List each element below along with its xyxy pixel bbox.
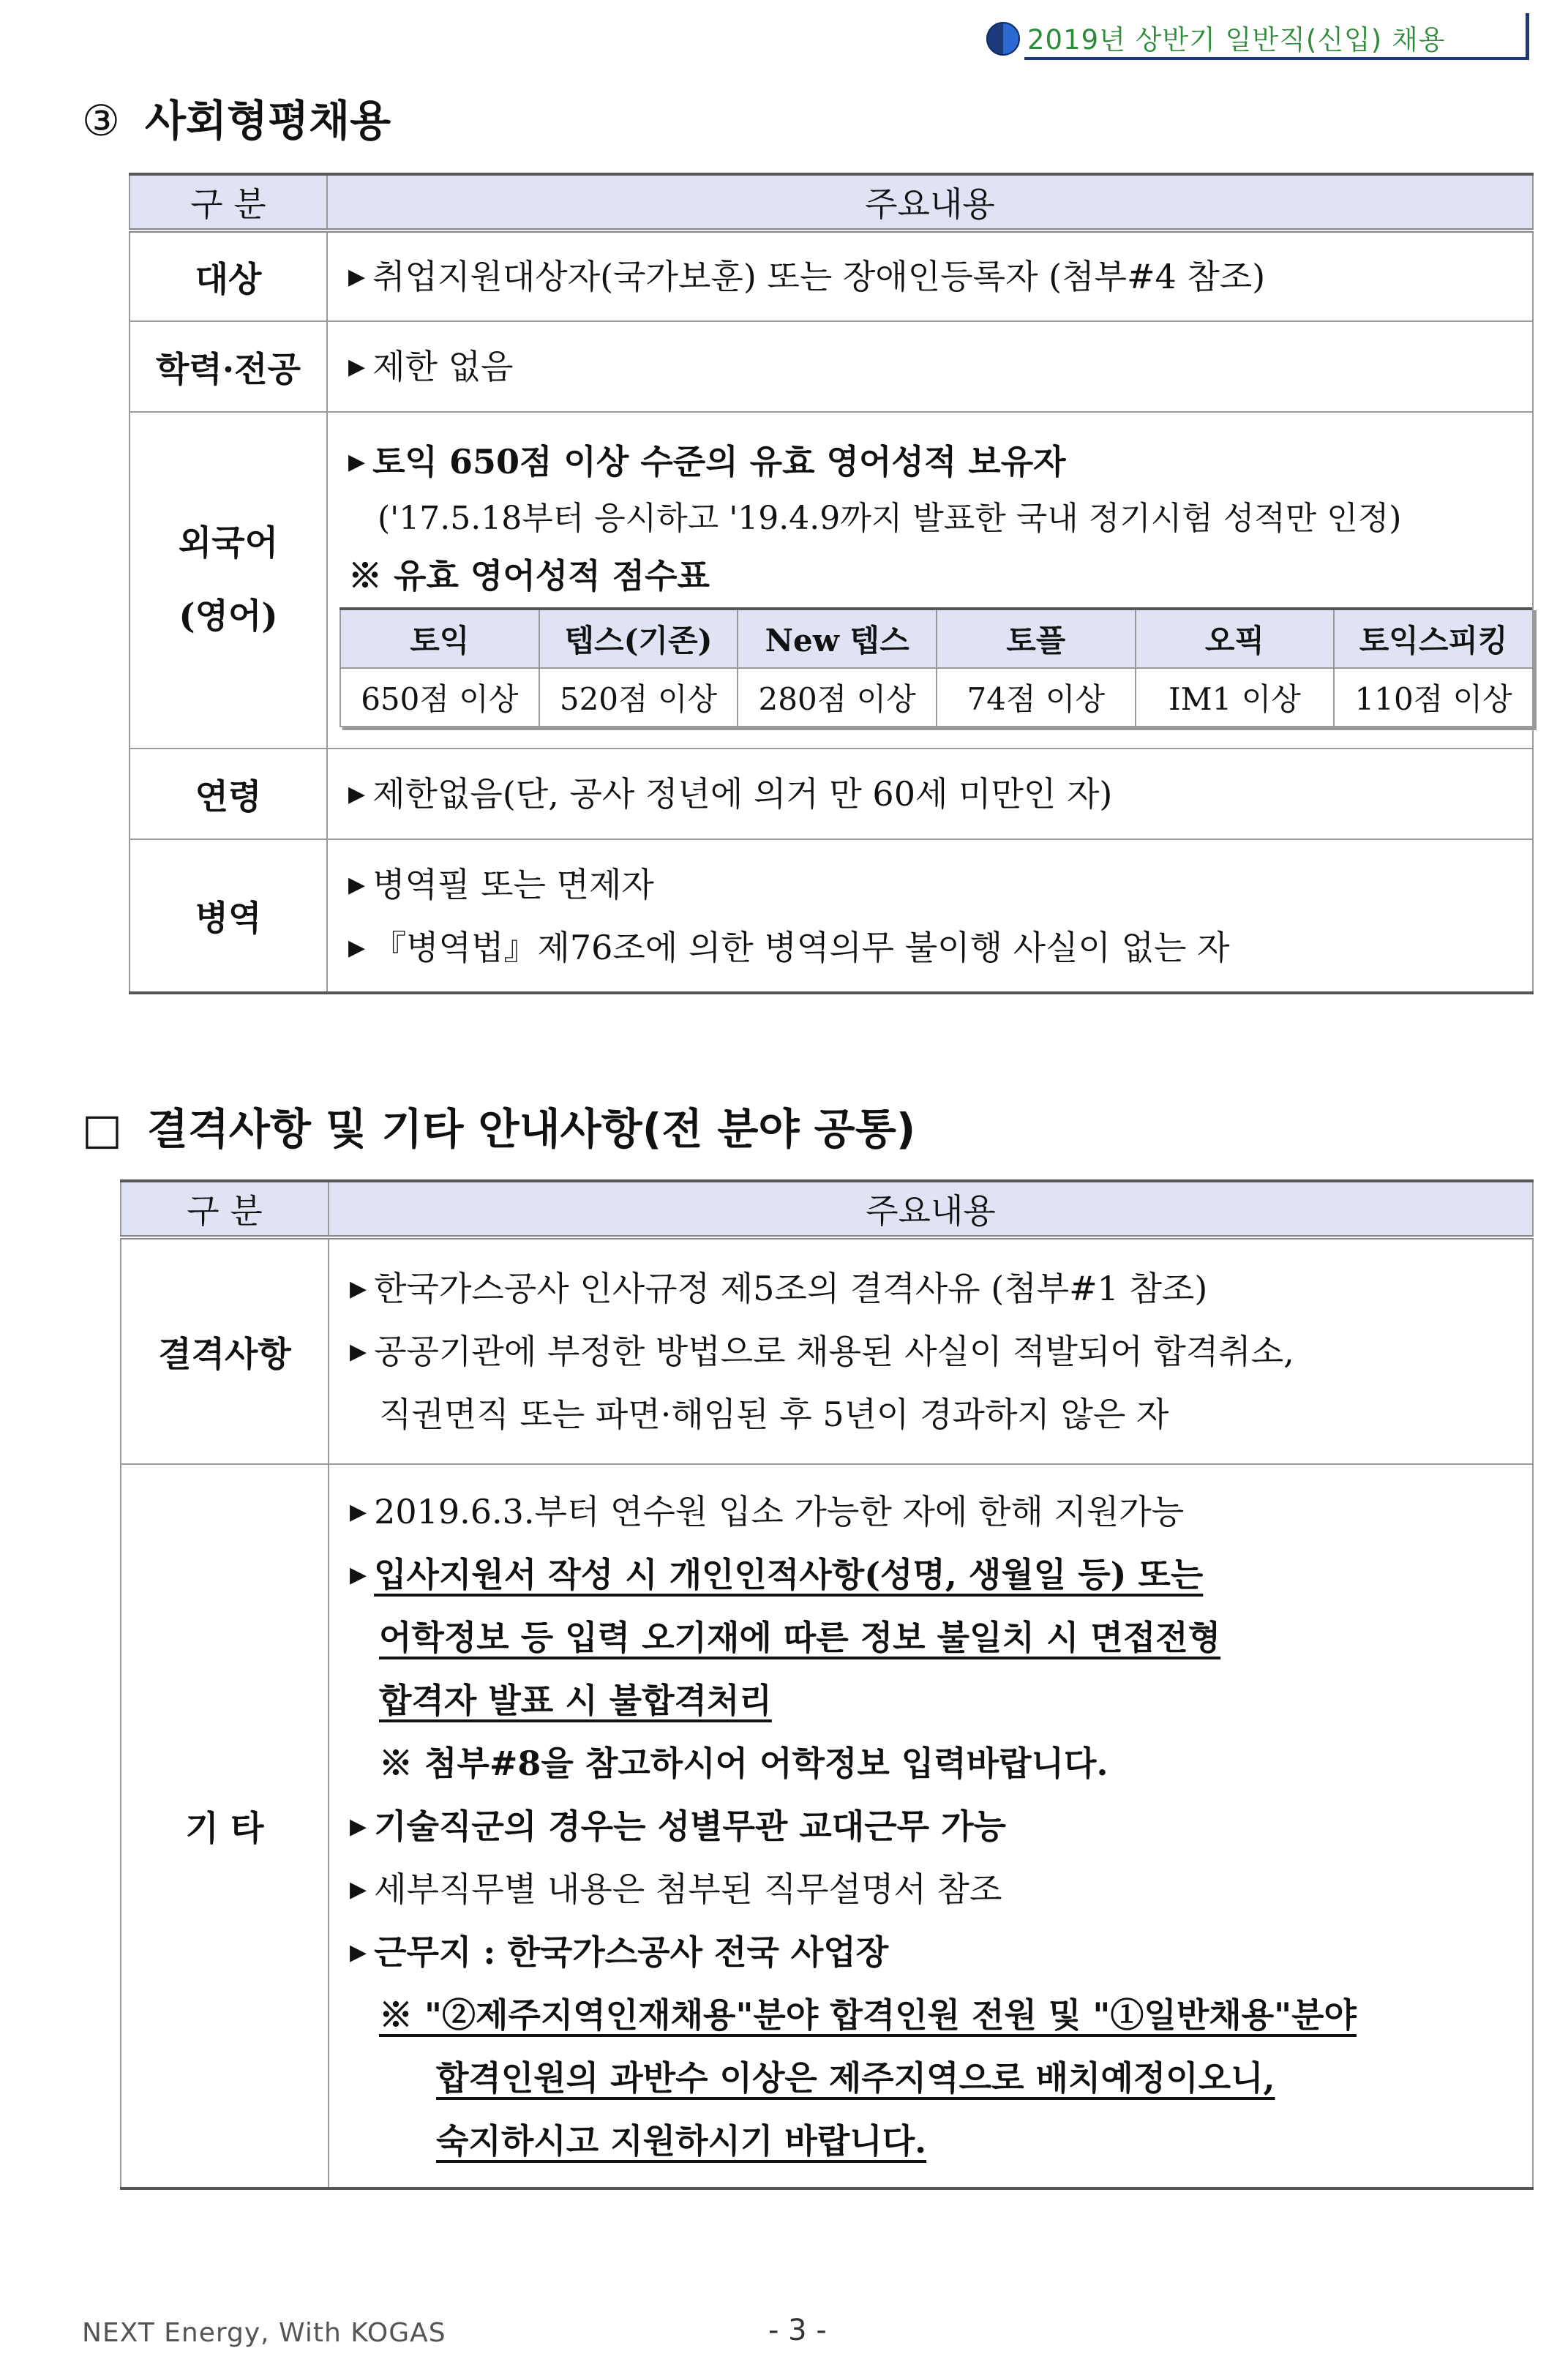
- bullet-triangle-icon: ▶: [350, 1339, 367, 1365]
- score-value: IM1 이상: [1136, 668, 1335, 727]
- section1-title-text: 사회형평채용: [145, 96, 391, 146]
- row-age: [130, 749, 1533, 839]
- list-item: ▶ 세부직무별 내용은 첨부된 직무설명서 참조: [350, 1869, 1002, 1909]
- score-header: 오픽: [1136, 609, 1335, 668]
- list-item: ▶ 2019.6.3.부터 연수원 입소 가능한 자에 한해 지원가능: [350, 1491, 1185, 1531]
- list-item: ▶ 입사지원서 작성 시 개인인적사항(성명, 생월일 등) 또는: [350, 1554, 1204, 1594]
- page-number: - 3 -: [768, 2314, 827, 2347]
- bullet-triangle-icon: ▶: [348, 934, 366, 961]
- bullet-triangle-icon: ▶: [350, 1498, 367, 1525]
- col-header-content: 주요내용: [329, 1181, 1533, 1237]
- row-label-disqualification: 결격사항: [121, 1237, 329, 1464]
- list-item: ▶ 근무지 : 한국가스공사 전국 사업장: [350, 1932, 889, 1972]
- score-value: 110점 이상: [1334, 668, 1533, 727]
- list-item-note: ('17.5.18부터 응시하고 '19.4.9까지 발표한 국내 정기시험 성적만 인정): [378, 500, 1402, 537]
- bullet-triangle-icon: ▶: [348, 449, 366, 475]
- col-header-content: 주요내용: [327, 174, 1533, 230]
- score-value-row: [340, 668, 1533, 727]
- row-education: [130, 321, 1533, 412]
- bullet-triangle-icon: ▶: [350, 1939, 367, 1965]
- score-value: 650점 이상: [340, 668, 539, 727]
- section2-table: [120, 1179, 1534, 2190]
- score-header-row: [340, 609, 1533, 668]
- bullet-triangle-icon: ▶: [348, 871, 366, 898]
- page-header: [986, 13, 1529, 59]
- bullet-triangle-icon: ▶: [350, 1876, 367, 1902]
- row-military: [130, 839, 1533, 993]
- section1-mark: ③: [82, 96, 120, 146]
- row-target: [130, 230, 1533, 321]
- header-underline: [1024, 57, 1528, 60]
- list-item: ▶ 병역필 또는 면제자: [348, 864, 654, 904]
- list-item-continuation: 합격인원의 과반수 이상은 제주지역으로 배치예정이오니,: [436, 2057, 1275, 2098]
- list-item: ▶ 제한없음(단, 공사 정년에 의거 만 60세 미만인 자): [348, 774, 1113, 814]
- score-header: 토익스피킹: [1334, 609, 1533, 668]
- section1-table: [129, 173, 1534, 994]
- footer-slogan: NEXT Energy, With KOGAS: [82, 2318, 446, 2348]
- list-item-note: ※ 유효 영어성적 점수표: [348, 556, 710, 596]
- section2-mark: □: [82, 1104, 122, 1154]
- row-other: [121, 1464, 1533, 2188]
- bullet-triangle-icon: ▶: [350, 1276, 367, 1302]
- section2-title-text: 결격사항 및 기타 안내사항(전 분야 공통): [146, 1104, 916, 1154]
- header-title: 2019년 상반기 일반직(신입) 채용: [1027, 24, 1446, 56]
- score-header: 토플: [937, 609, 1136, 668]
- row-label-military: 병역: [130, 839, 327, 993]
- bullet-triangle-icon: ▶: [350, 1561, 367, 1588]
- list-item: ▶ 『병역법』제76조에 의한 병역의무 불이행 사실이 없는 자: [348, 927, 1230, 967]
- list-item: ▶ 한국가스공사 인사규정 제5조의 결격사유 (첨부#1 참조): [350, 1269, 1208, 1308]
- score-header: 토익: [340, 609, 539, 668]
- score-value: 280점 이상: [738, 668, 937, 727]
- bullet-triangle-icon: ▶: [348, 264, 366, 290]
- bullet-triangle-icon: ▶: [350, 1813, 367, 1839]
- list-item: ▶ 토익 650점 이상 수준의 유효 영어성적 보유자: [348, 442, 1066, 481]
- score-header: New 텝스: [738, 609, 937, 668]
- bullet-triangle-icon: ▶: [348, 781, 366, 807]
- row-label-other: 기 타: [121, 1464, 329, 2188]
- list-item-continuation: 합격자 발표 시 불합격처리: [379, 1680, 772, 1720]
- list-item-continuation: 어학정보 등 입력 오기재에 따른 정보 불일치 시 면접전형: [379, 1617, 1221, 1657]
- col-header-category: 구 분: [121, 1181, 329, 1237]
- list-item: ▶ 기술직군의 경우는 성별무관 교대근무 가능: [350, 1806, 1006, 1846]
- score-header: 텝스(기존): [539, 609, 738, 668]
- kogas-logo-icon: [986, 22, 1020, 56]
- list-item: ▶ 취업지원대상자(국가보훈) 또는 장애인등록자 (첨부#4 참조): [348, 257, 1266, 296]
- score-value: 74점 이상: [937, 668, 1136, 727]
- list-item-continuation: 직권면직 또는 파면·해임된 후 5년이 경과하지 않은 자: [379, 1395, 1169, 1434]
- list-item-note: ※ 첨부#8을 참고하시어 어학정보 입력바랍니다.: [379, 1743, 1109, 1783]
- list-item: ▶ 공공기관에 부정한 방법으로 채용된 사실이 적발되어 합격취소,: [350, 1332, 1294, 1371]
- section1-title: [82, 86, 391, 148]
- list-item-continuation: 숙지하시고 지원하시기 바랍니다.: [436, 2120, 927, 2161]
- header-bar: [1526, 13, 1529, 60]
- list-item-note: ※ "②제주지역인재채용"분야 합격인원 전원 및 "①일반채용"분야: [379, 1995, 1357, 2035]
- row-disqualification: [121, 1237, 1533, 1464]
- row-label-language: 외국어 (영어): [130, 412, 327, 749]
- list-item: ▶ 제한 없음: [348, 347, 514, 386]
- row-language: [130, 412, 1533, 749]
- col-header-category: 구 분: [130, 174, 327, 230]
- section2-title: [82, 1095, 915, 1156]
- row-label-education: 학력·전공: [130, 321, 327, 412]
- row-label-target: 대상: [130, 230, 327, 321]
- row-label-age: 연령: [130, 749, 327, 839]
- table-header-row: [121, 1181, 1533, 1237]
- bullet-triangle-icon: ▶: [348, 354, 366, 380]
- score-table: [340, 607, 1534, 727]
- table-header-row: [130, 174, 1533, 230]
- score-value: 520점 이상: [539, 668, 738, 727]
